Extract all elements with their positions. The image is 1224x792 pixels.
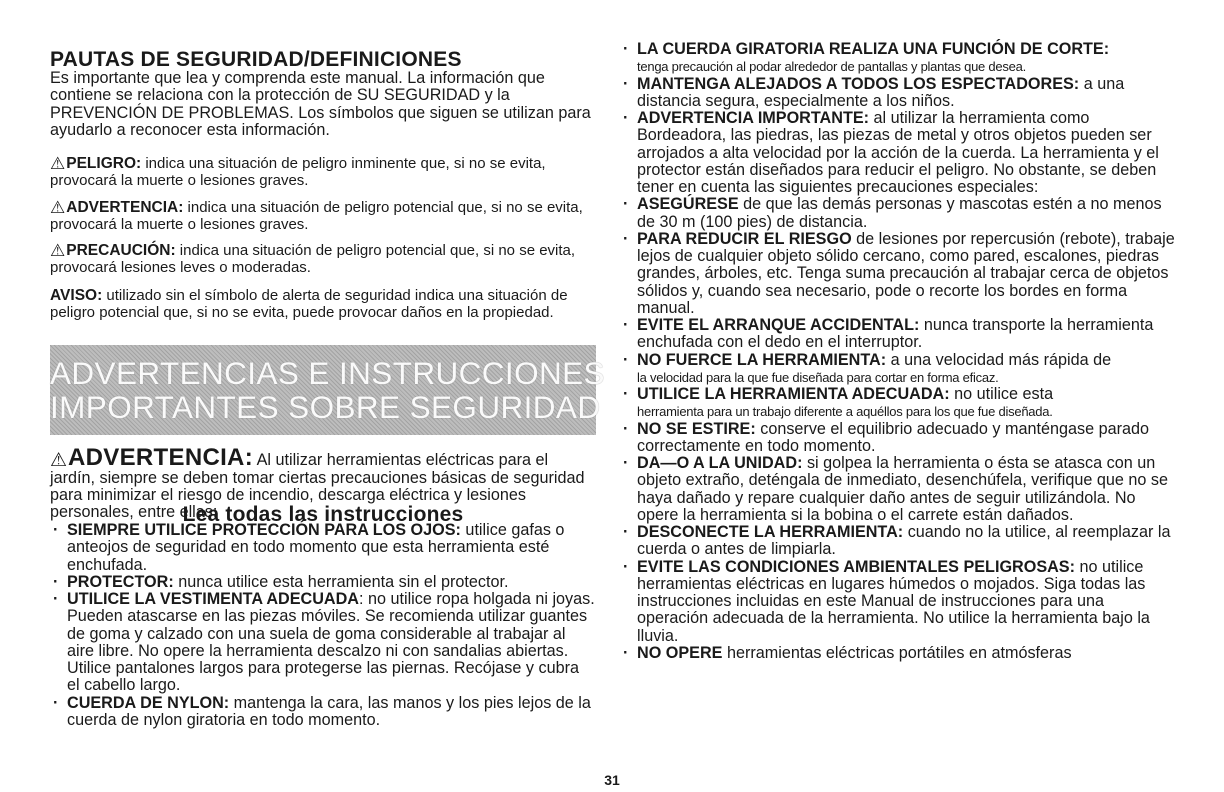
list-item <box>620 317 1176 352</box>
list-item <box>50 522 596 574</box>
item-label: SIEMPRE UTILICE PROTECCIÓN PARA LOS OJOS: <box>67 521 461 539</box>
alert-triangle-icon: ⚠ <box>50 154 66 173</box>
safety-banner <box>50 345 605 435</box>
list-item <box>50 574 596 591</box>
definition-precaucion <box>50 242 596 276</box>
definition-label: PRECAUCIÓN: <box>66 242 176 259</box>
item-text: no utilice esta <box>949 385 1054 403</box>
list-item <box>620 421 1176 456</box>
item-text: de que las demás personas y mascotas estén a no menos de 30 m (100 pies) de distancia. <box>637 195 1162 231</box>
definition-text: indica una situación de peligro inminente que, si no se evita, provocará la muerte o lesiones graves. <box>50 155 546 190</box>
item-label: DA—O A LA UNIDAD: <box>637 454 803 472</box>
definition-text: indica una situación de peligro potencial que, si no se evita, provocará lesiones leves o moderadas. <box>50 242 576 277</box>
item-label: NO FUERCE LA HERRAMIENTA: <box>637 350 887 369</box>
item-small-text: herramienta para un trabajo diferente a aquéllos para los que fue diseñada. <box>637 404 1053 420</box>
item-text: a una velocidad más rápida de <box>886 350 1112 369</box>
item-text: mantenga la cara, las manos y los pies lejos de la cuerda de nylon giratoria en todo momento. <box>67 693 591 729</box>
item-label: EVITE LAS CONDICIONES AMBIENTALES PELIGROSAS: <box>637 557 1075 576</box>
definition-peligro <box>50 155 596 189</box>
item-label: LA CUERDA GIRATORIA REALIZA UNA FUNCIÓN DE CORTE: <box>637 40 1110 58</box>
item-text: de lesiones por repercusión (rebote), trabaje lejos de cualquier objeto sólido cercano, como pared, escalones, piedras grandes, árboles, etc. Tenga suma precaución al trabajar cerca de objetos sólidos y, cuando sea necesario, pode o recorte los bordes en forma manual. <box>637 229 1175 317</box>
item-small-text: la velocidad para la que fue diseñada para cortar en forma eficaz. <box>637 369 999 385</box>
alert-triangle-icon: ⚠ <box>50 241 66 260</box>
item-text: si golpea la herramienta o ésta se atasca con un objeto extraño, deténgala de inmediato, desenchúfela, verifique que no se haya dañado y repare cualquier daño antes de seguir utilizándola. No opere la herramienta si la bobina o el carrete están dañados. <box>637 454 1168 524</box>
definition-label: ADVERTENCIA: <box>66 199 184 216</box>
item-text: al utilizar la herramienta como Bordeadora, las piedras, las piezas de metal y otros objetos pueden ser arrojados a alta velocidad por la acción de la cuerda. La herramienta y el protector están diseñados para reducir el peligro. No obstante, se deben tener en cuenta las siguientes precauciones especiales: <box>637 109 1159 196</box>
item-text: cuando no la utilice, al reemplazar la cuerda o antes de limpiarla. <box>637 523 1171 559</box>
left-safety-list <box>50 522 596 729</box>
list-item <box>620 386 1176 421</box>
banner-line-2: IMPORTANTES SOBRE SEGURIDAD <box>50 389 601 425</box>
definition-label: PELIGRO: <box>66 155 142 172</box>
list-item <box>620 524 1176 559</box>
alert-triangle-icon: ⚠ <box>50 198 66 217</box>
item-label: MANTENGA ALEJADOS A TODOS LOS ESPECTADORES: <box>637 74 1080 93</box>
list-item <box>620 455 1176 524</box>
definition-label: AVISO: <box>50 287 103 304</box>
item-label: PROTECTOR: <box>67 572 174 591</box>
page-number: 31 <box>604 772 620 788</box>
intro-paragraph: Es importante que lea y comprenda este manual. La información que contiene se relaciona con la protección de SU SEGURIDAD y la PREVENCIÓN DE PROBLEMAS. Los símbolos que siguen se utilizan para ayudarlo a reconocer esta información. <box>50 69 591 139</box>
list-item <box>620 110 1176 196</box>
right-safety-list <box>620 41 1176 662</box>
definition-aviso <box>50 287 596 321</box>
item-text: nunca transporte la herramienta enchufada con el dedo en el interruptor. <box>637 316 1154 352</box>
item-label: EVITE EL ARRANQUE ACCIDENTAL: <box>637 316 920 334</box>
list-item <box>620 41 1176 76</box>
definition-advertencia <box>50 199 596 233</box>
list-item <box>620 196 1176 231</box>
definition-text: utilizado sin el símbolo de alerta de seguridad indica una situación de peligro potencial que, si no se evita, puede provocar daños en la propiedad. <box>50 287 568 322</box>
warning-text: Al utilizar herramientas eléctricas para el jardín, siempre se deben tomar ciertas precauciones básicas de seguridad para minimizar el riesgo de incendio, descarga eléctrica y lesiones personales, entre ellas: <box>50 451 585 522</box>
item-text: tenga precaución al podar alrededor de pantallas y plantas que desea. <box>637 59 1026 75</box>
section-title: PAUTAS DE SEGURIDAD/DEFINICIONES <box>50 48 462 71</box>
item-text: no utilice herramientas eléctricas en lugares húmedos o mojados. Siga todas las instrucciones incluidas en este Manual de instrucciones para una operación adecuada de la herramienta. No utilice la herramienta bajo la lluvia. <box>637 557 1150 645</box>
alert-triangle-icon: ⚠ <box>50 450 68 471</box>
item-text: : no utilice ropa holgada ni joyas. Pueden atascarse en las piezas móviles. Se recomienda utilizar guantes de goma y calzado con una suela de goma considerable al trabajar al aire libre. No opere la herramienta descalzo ni con sandalias abiertas. Utilice pantalones largos para protegerse las piernas. Recójase y cubra el cabello largo. <box>67 590 595 695</box>
read-all-heading: Lea todas las instrucciones <box>182 503 464 526</box>
definition-text: indica una situación de peligro potencial que, si no se evita, provocará la muerte o lesiones graves. <box>50 199 583 234</box>
item-label: CUERDA DE NYLON: <box>67 693 230 712</box>
list-item <box>50 591 596 695</box>
item-label: ASEGÚRESE <box>637 195 739 214</box>
item-label: UTILICE LA HERRAMIENTA ADECUADA: <box>637 385 950 403</box>
list-item <box>620 645 1176 662</box>
item-text: nunca utilice esta herramienta sin el protector. <box>173 572 509 591</box>
item-label: NO OPERE <box>637 643 723 662</box>
item-label: NO SE ESTIRE: <box>637 419 756 438</box>
item-text: herramientas eléctricas portátiles en atmósferas <box>722 643 1072 662</box>
list-item <box>620 352 1176 387</box>
list-item <box>620 559 1176 645</box>
list-item <box>620 231 1176 317</box>
item-text: conserve el equilibrio adecuado y manténgase parado correctamente en todo momento. <box>637 419 1149 455</box>
banner-line-1: ADVERTENCIAS E INSTRUCCIONES <box>50 355 605 391</box>
item-text: a una distancia segura, especialmente a los niños. <box>637 74 1125 110</box>
list-item <box>50 695 596 730</box>
list-item <box>620 76 1176 111</box>
warning-label: ADVERTENCIA: <box>68 444 253 471</box>
item-label: UTILICE LA VESTIMENTA ADECUADA <box>67 590 359 608</box>
item-label: PARA REDUCIR EL RIESGO <box>637 229 852 248</box>
item-text: utilice gafas o anteojos de seguridad en todo momento que esta herramienta esté enchufada. <box>67 521 565 574</box>
item-label: ADVERTENCIA IMPORTANTE: <box>637 109 870 127</box>
item-label: DESCONECTE LA HERRAMIENTA: <box>637 523 904 541</box>
